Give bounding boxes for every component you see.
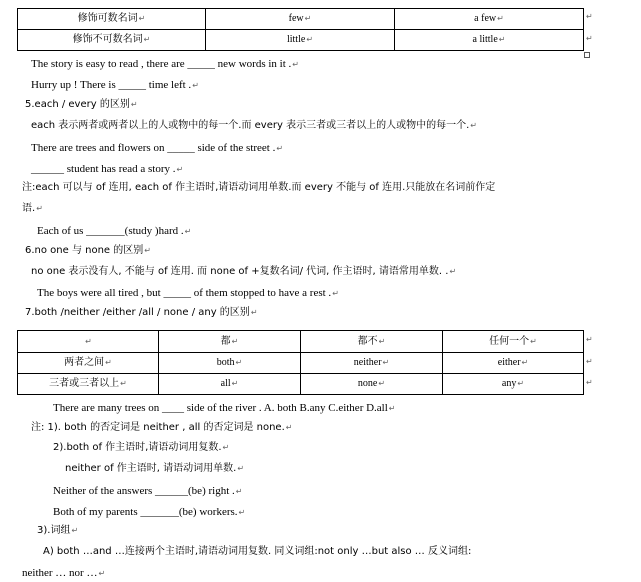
note-line: 语.↵ [22, 203, 43, 214]
text-line: no one 表示没有人, 不能与 of 连用. 而 none of +复数名词/ 代词, 作主语时, 请语常用单数. .↵ [31, 266, 457, 277]
table-row [18, 353, 584, 374]
table-cell: 两者之间↵ [18, 353, 159, 374]
few-little-table [17, 8, 584, 51]
table-resize-handle[interactable] [584, 52, 590, 58]
text-line: Each of us _______(study )hard .↵ [37, 225, 192, 237]
text-line: Hurry up ! There is _____ time left .↵ [31, 79, 199, 91]
section-heading: 5.each / every 的区别↵ [25, 99, 138, 110]
table-cell: 修饰不可数名词↵ [18, 30, 206, 51]
text-line: neither … nor …↵ [22, 567, 106, 579]
row-end-mark: ↵ [586, 34, 593, 43]
both-neither-table [17, 330, 584, 395]
table-row [18, 374, 584, 395]
table-cell: few↵ [206, 9, 395, 30]
table-cell: all↵ [159, 374, 301, 395]
row-end-mark: ↵ [586, 357, 593, 366]
note-line: 注: 1). both 的否定词是 neither , all 的否定词是 none.↵ [31, 422, 293, 433]
table-cell: a few↵ [395, 9, 584, 30]
text-line: Both of my parents _______(be) workers.↵ [53, 506, 246, 518]
table-header-cell: 任何一个↵ [443, 331, 584, 353]
table-cell: none↵ [301, 374, 443, 395]
table-cell: neither↵ [301, 353, 443, 374]
note-line: 注:each 可以与 of 连用, each of 作主语时,请语动词用单数.而 every 不能与 of 连用.只能放在名词前作定 [22, 182, 496, 193]
text-line: 2).both of 作主语时,请语动词用复数.↵ [53, 442, 230, 453]
table-row [18, 30, 584, 51]
table-cell: any↵ [443, 374, 584, 395]
table-cell: a little↵ [395, 30, 584, 51]
table-cell: both↵ [159, 353, 301, 374]
row-end-mark: ↵ [586, 335, 593, 344]
table-cell: either↵ [443, 353, 584, 374]
text-line: The story is easy to read , there are _____ new words in it .↵ [31, 58, 299, 70]
section-heading: 3).词组↵ [37, 525, 79, 536]
text-line: A) both …and …连接两个主语时,请语动词用复数. 同义词组:not only …but also … 反义词组: [43, 546, 472, 557]
table-row [18, 9, 584, 30]
table-header-cell: ↵ [18, 331, 159, 353]
table-header-cell: 都↵ [159, 331, 301, 353]
text-line: ______ student has read a story .↵ [31, 163, 184, 175]
text-line: neither of 作主语时, 请语动词用单数.↵ [65, 463, 245, 474]
table-cell: 修饰可数名词↵ [18, 9, 206, 30]
table-header-cell: 都不↵ [301, 331, 443, 353]
table-header-row [18, 331, 584, 353]
text-line: There are many trees on ____ side of the river . A. both B.any C.either D.all↵ [53, 402, 396, 414]
section-heading: 7.both /neither /either /all / none / any 的区别↵ [25, 307, 258, 318]
text-line: There are trees and flowers on _____ side of the street .↵ [31, 142, 284, 154]
row-end-mark: ↵ [586, 378, 593, 387]
table-cell: 三者或三者以上↵ [18, 374, 159, 395]
text-line: each 表示两者或两者以上的人或物中的每一个.而 every 表示三者或三者以上的人或物中的每一个.↵ [31, 120, 477, 131]
section-heading: 6.no one 与 none 的区别↵ [25, 245, 151, 256]
text-line: Neither of the answers ______(be) right .↵ [53, 485, 243, 497]
table-cell: little↵ [206, 30, 395, 51]
text-line: The boys were all tired , but _____ of them stopped to have a rest .↵ [37, 287, 339, 299]
row-end-mark: ↵ [586, 12, 593, 21]
